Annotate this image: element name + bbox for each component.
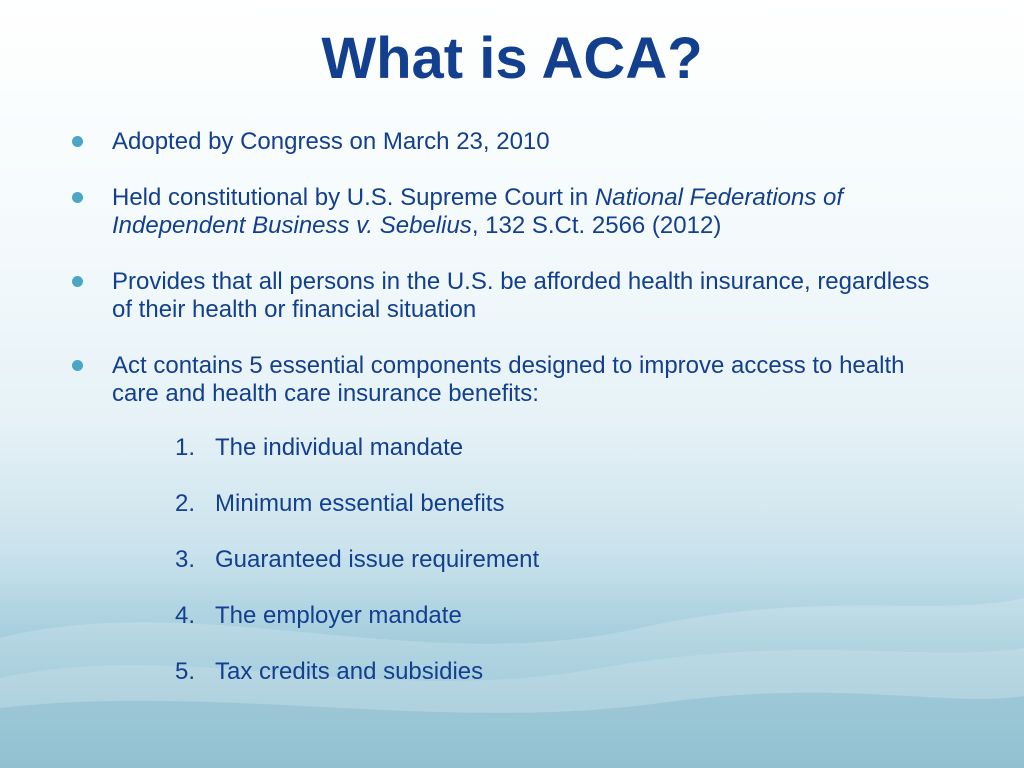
bullet-text: Held constitutional by U.S. Supreme Court in [112, 184, 595, 211]
case-name: National Federations of Independent Business v. Sebelius [112, 184, 844, 239]
component-number: 2. [175, 490, 196, 517]
bullet-text: Provides that all persons in the U.S. be afforded health insurance, regardless of their health or financial situation [112, 268, 930, 323]
component-number: 3. [175, 546, 196, 573]
component-list [175, 434, 539, 714]
bullet-adopted [72, 128, 952, 156]
component-number: 1. [175, 434, 196, 461]
component-label: The individual mandate [215, 434, 464, 461]
component-label: The employer mandate [215, 602, 462, 629]
component-item [175, 434, 539, 462]
component-number: 5. [175, 658, 196, 685]
bullet-constitutional [72, 184, 952, 240]
bullet-dot-icon [72, 136, 83, 147]
component-label: Guaranteed issue requirement [215, 546, 540, 573]
slide-title: What is ACA? [321, 26, 703, 91]
component-item [175, 658, 539, 686]
bullet-text: Adopted by Congress on March 23, 2010 [112, 128, 550, 155]
bullet-dot-icon [72, 192, 83, 203]
component-number: 4. [175, 602, 196, 629]
component-label: Tax credits and subsidies [215, 658, 484, 685]
component-item [175, 602, 539, 630]
bullet-text: Act contains 5 essential components designed to improve access to health care and health care insurance benefits: [112, 352, 905, 407]
bullet-dot-icon [72, 276, 83, 287]
bullet-dot-icon [72, 360, 83, 371]
component-item [175, 546, 539, 574]
component-label: Minimum essential benefits [215, 490, 505, 517]
bullet-components [72, 352, 952, 408]
bullet-list [72, 128, 952, 436]
component-item [175, 490, 539, 518]
bullet-provides [72, 268, 952, 324]
case-citation: , 132 S.Ct. 2566 (2012) [471, 212, 722, 239]
